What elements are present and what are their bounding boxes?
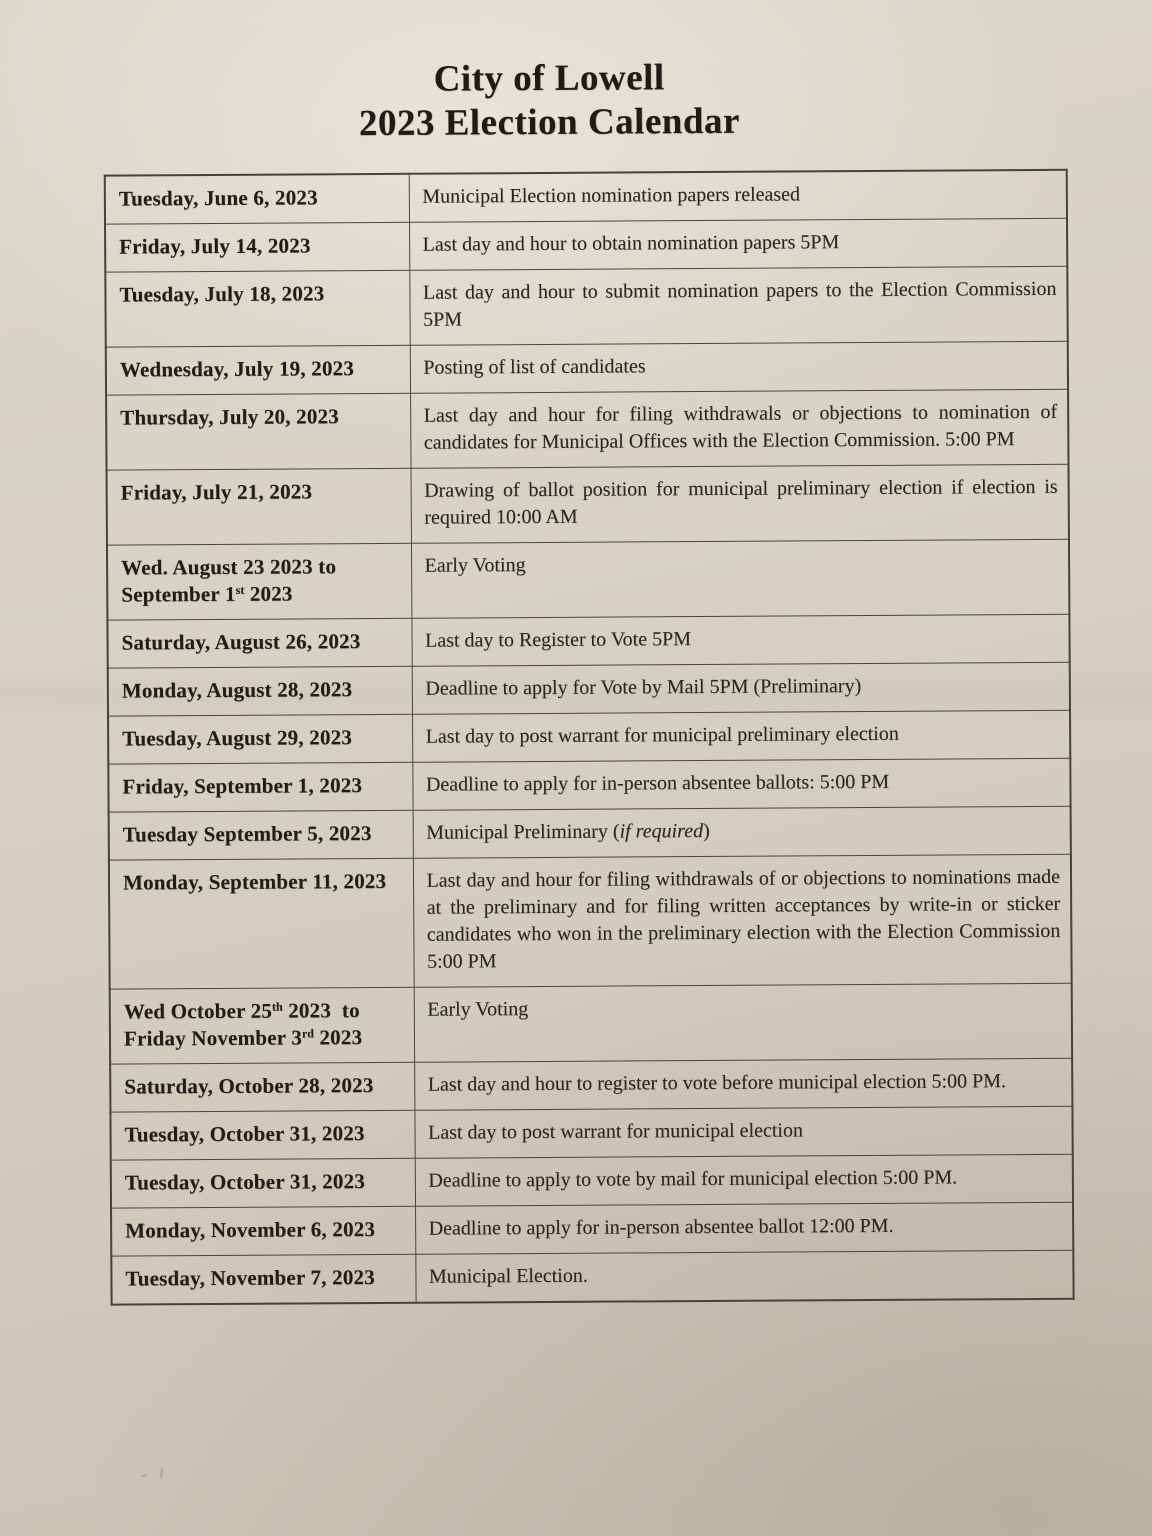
description-cell: Deadline to apply to vote by mail for municipal election 5:00 PM. bbox=[415, 1154, 1073, 1206]
date-cell: Friday, July 21, 2023 bbox=[107, 468, 411, 545]
table-row bbox=[107, 539, 1069, 620]
date-cell: Wed October 25th 2023 to Friday November 3rd 2023 bbox=[110, 987, 414, 1064]
description-cell: Early Voting bbox=[411, 539, 1069, 618]
table-row bbox=[108, 710, 1070, 764]
date-cell: Wed. August 23 2023 to September 1st 2023 bbox=[107, 543, 411, 620]
title-line-1: City of Lowell bbox=[433, 57, 665, 100]
date-cell: Tuesday September 5, 2023 bbox=[109, 810, 413, 860]
description-cell: Last day and hour to register to vote before municipal election 5:00 PM. bbox=[414, 1058, 1072, 1110]
document-title bbox=[0, 54, 1100, 149]
calendar-table-body bbox=[105, 170, 1074, 1305]
table-row bbox=[105, 266, 1067, 347]
table-row bbox=[106, 389, 1068, 470]
election-calendar-table bbox=[104, 169, 1075, 1306]
table-row bbox=[105, 218, 1067, 272]
description-cell: Municipal Election nomination papers released bbox=[409, 170, 1067, 223]
description-cell: Last day and hour for filing withdrawals or objections to nomination of candidates for Municipal Offices with the Election Commission. 5:00 PM bbox=[410, 389, 1068, 468]
date-cell: Tuesday, August 29, 2023 bbox=[108, 714, 412, 764]
table-row bbox=[110, 983, 1072, 1064]
date-cell: Saturday, October 28, 2023 bbox=[110, 1062, 414, 1112]
table-row bbox=[106, 341, 1068, 395]
date-cell: Tuesday, June 6, 2023 bbox=[105, 174, 409, 224]
table-row bbox=[111, 1250, 1073, 1304]
table-row bbox=[107, 464, 1069, 545]
date-cell: Friday, July 14, 2023 bbox=[105, 222, 409, 272]
description-cell: Deadline to apply for Vote by Mail 5PM (Preliminary) bbox=[412, 662, 1070, 714]
description-cell: Last day to post warrant for municipal preliminary election bbox=[412, 710, 1070, 762]
description-cell: Last day and hour to submit nomination papers to the Election Commission 5PM bbox=[409, 266, 1067, 345]
table-row bbox=[108, 758, 1070, 812]
pencil-mark bbox=[134, 1464, 178, 1482]
table-row bbox=[108, 662, 1070, 716]
table-row bbox=[109, 854, 1072, 989]
table-row bbox=[105, 170, 1067, 224]
date-cell: Tuesday, November 7, 2023 bbox=[111, 1254, 415, 1304]
description-cell: Deadline to apply for in-person absentee ballot 12:00 PM. bbox=[415, 1202, 1073, 1254]
pencil-stroke bbox=[160, 1467, 163, 1478]
table-row bbox=[107, 614, 1069, 668]
description-cell: Last day to post warrant for municipal election bbox=[414, 1106, 1072, 1158]
table-row bbox=[109, 806, 1071, 860]
description-cell: Posting of list of candidates bbox=[410, 341, 1068, 393]
date-cell: Tuesday, July 18, 2023 bbox=[105, 270, 409, 347]
date-cell: Monday, November 6, 2023 bbox=[111, 1206, 415, 1256]
description-cell: Deadline to apply for in-person absentee ballots: 5:00 PM bbox=[412, 758, 1070, 810]
description-cell: Early Voting bbox=[414, 983, 1072, 1062]
date-cell: Tuesday, October 31, 2023 bbox=[110, 1110, 414, 1160]
description-cell: Municipal Election. bbox=[415, 1250, 1073, 1303]
description-cell: Last day and hour for filing withdrawals of or objections to nominations made at the preliminary and for filing written acceptances by write-in or sticker candidates who won in the preliminary election with the Election Commission 5:00 PM bbox=[413, 854, 1072, 987]
description-cell: Drawing of ballot position for municipal preliminary election if election is required 10:00 AM bbox=[411, 464, 1069, 543]
date-cell: Monday, September 11, 2023 bbox=[109, 858, 414, 989]
date-cell: Thursday, July 20, 2023 bbox=[106, 393, 410, 470]
pencil-stroke bbox=[142, 1473, 148, 1478]
date-cell: Wednesday, July 19, 2023 bbox=[106, 345, 410, 395]
title-line-2: 2023 Election Calendar bbox=[358, 100, 741, 145]
table-row bbox=[110, 1058, 1072, 1112]
table-row bbox=[110, 1106, 1072, 1160]
description-cell: Last day to Register to Vote 5PM bbox=[411, 614, 1069, 666]
description-cell: Municipal Preliminary (if required) bbox=[413, 806, 1071, 858]
date-cell: Friday, September 1, 2023 bbox=[108, 762, 412, 812]
date-cell: Monday, August 28, 2023 bbox=[108, 666, 412, 716]
table-row bbox=[111, 1154, 1073, 1208]
table-row bbox=[111, 1202, 1073, 1256]
description-cell: Last day and hour to obtain nomination papers 5PM bbox=[409, 218, 1067, 270]
date-cell: Saturday, August 26, 2023 bbox=[107, 618, 411, 668]
date-cell: Tuesday, October 31, 2023 bbox=[111, 1158, 415, 1208]
